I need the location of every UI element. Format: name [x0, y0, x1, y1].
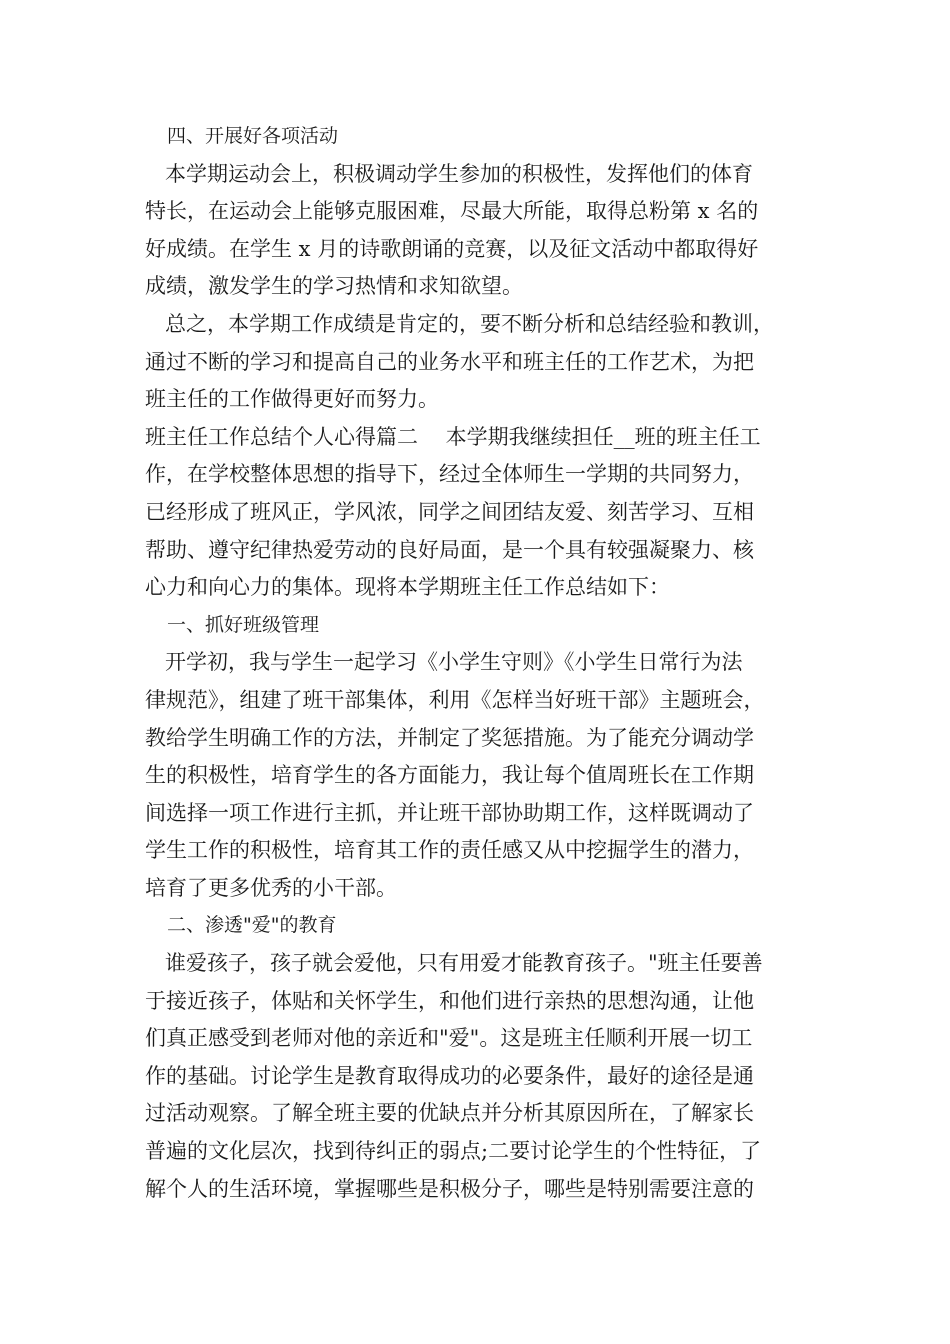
- text-line: 解个人的生活环境，掌握哪些是积极分子，哪些是特别需要注意的: [145, 1176, 754, 1201]
- text-line: 律规范》，组建了班干部集体，利用《怎样当好班干部》主题班会，: [145, 687, 765, 712]
- text-line: 作的基础。讨论学生是教育取得成功的必要条件，最好的途径是通: [145, 1063, 754, 1088]
- section-heading: 四、开展好各项活动: [167, 125, 339, 147]
- text-line: 总之，本学期工作成绩是肯定的，要不断分析和总结经验和教训，: [165, 311, 774, 336]
- text-line: 普遍的文化层次，找到待纠正的弱点;二要讨论学生的个性特征，了: [145, 1139, 762, 1164]
- text-line: 成绩，激发学生的学习热情和求知欲望。: [145, 274, 523, 299]
- text-line: 学生工作的积极性，培育其工作的责任感又从中挖掘学生的潜力，: [145, 838, 754, 863]
- text-line: 本学期运动会上，积极调动学生参加的积极性，发挥他们的体育: [165, 161, 753, 186]
- text-line: 生的积极性，培育学生的各方面能力，我让每个值周班长在工作期: [145, 763, 754, 788]
- text-line: 开学初，我与学生一起学习《小学生守则》《小学生日常行为法: [165, 650, 743, 675]
- text-line: 好成绩。在学生 x 月的诗歌朗诵的竞赛，以及征文活动中都取得好: [145, 236, 759, 261]
- text-line: 班主任的工作做得更好而努力。: [145, 387, 439, 412]
- text-line: 过活动观察。了解全班主要的优缺点并分析其原因所在，了解家长: [145, 1101, 754, 1126]
- text-line: 教给学生明确工作的方法，并制定了奖惩措施。为了能充分调动学: [145, 725, 754, 750]
- text-line: 班主任工作总结个人心得篇二 本学期我继续担任__班的班主任工: [145, 424, 761, 449]
- text-line: 通过不断的学习和提高自己的业务水平和班主任的工作艺术，为把: [145, 349, 754, 374]
- section-heading: 一、抓好班级管理: [167, 613, 320, 636]
- text-line: 们真正感受到老师对他的亲近和"爱"。这是班主任顺利开展一切工: [145, 1026, 753, 1051]
- text-line: 特长，在运动会上能够克服困难，尽最大所能，取得总粉第 x 名的: [145, 199, 759, 224]
- text-line: 作，在学校整体思想的指导下，经过全体师生一学期的共同努力，: [145, 462, 754, 487]
- document-body: [145, 118, 815, 1208]
- text-line: 心力和向心力的集体。现将本学期班主任工作总结如下：: [145, 575, 670, 600]
- text-line: 间选择一项工作进行主抓，并让班干部协助期工作，这样既调动了: [145, 800, 754, 825]
- text-line: 已经形成了班风正，学风浓，同学之间团结友爱、刻苦学习、互相: [145, 499, 754, 524]
- text-line: 培育了更多优秀的小干部。: [145, 875, 397, 900]
- text-line: 于接近孩子，体贴和关怀学生，和他们进行亲热的思想沟通，让他: [145, 988, 754, 1013]
- text-line: 帮助、遵守纪律热爱劳动的良好局面，是一个具有较强凝聚力、核: [145, 537, 754, 562]
- section-heading: 二、渗透"爱"的教育: [167, 914, 337, 937]
- text-line: 谁爱孩子，孩子就会爱他，只有用爱才能教育孩子。"班主任要善: [165, 951, 763, 976]
